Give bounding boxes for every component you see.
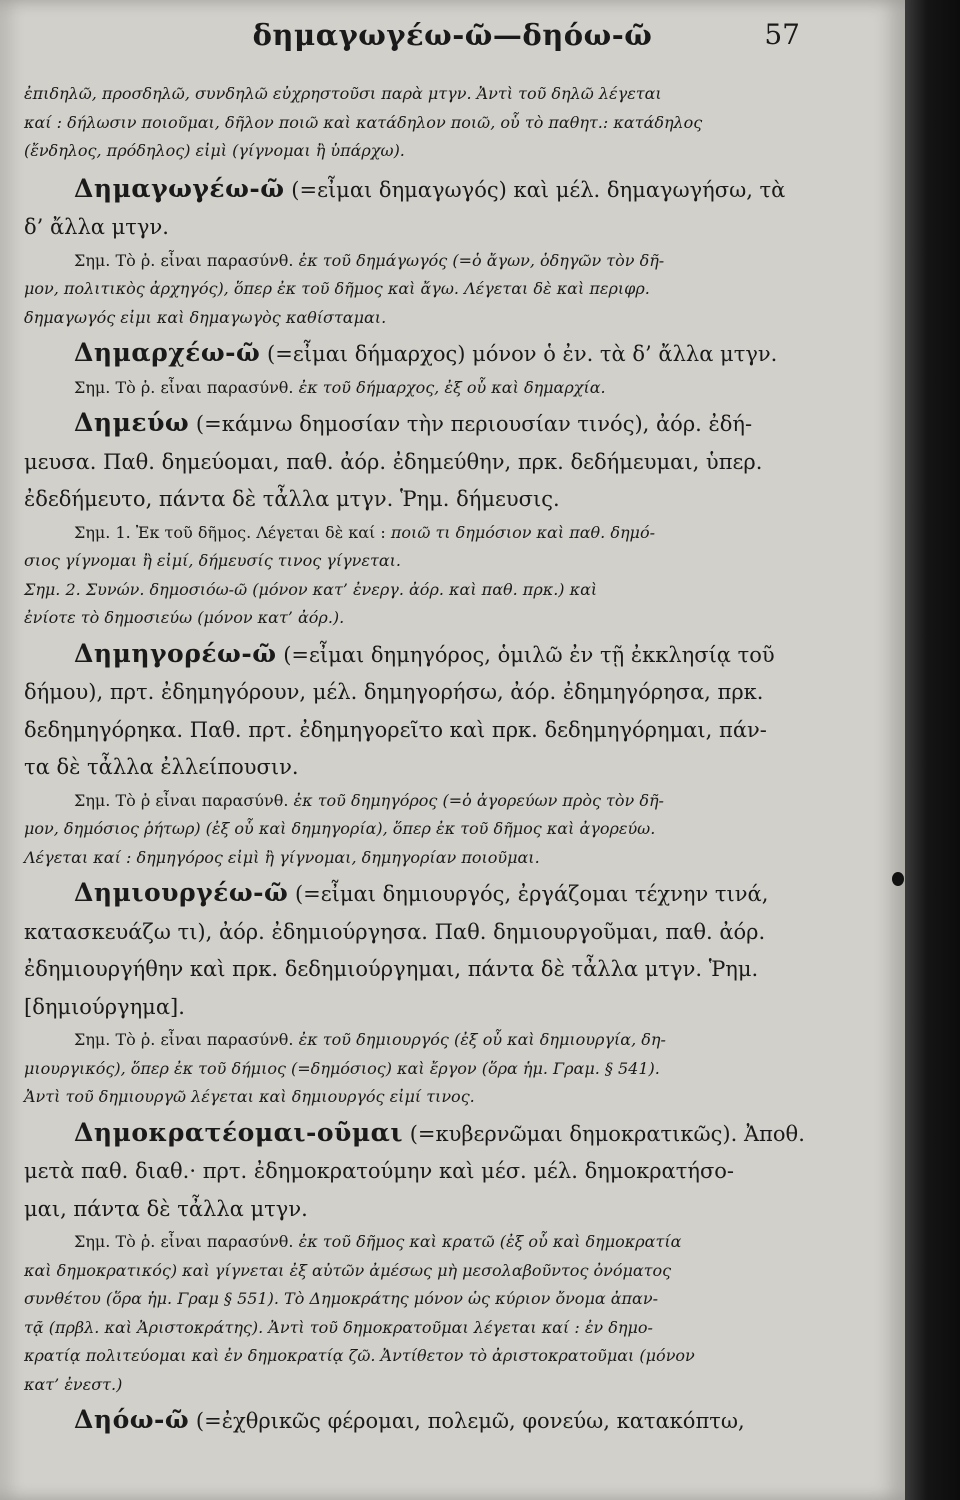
dictionary-entry: [24, 170, 864, 333]
ink-blot: [892, 872, 904, 886]
entry-definition: Δημοκρατέομαι-οῦμαι (=κυβερνῶμαι δημοκρατικῶς). Ἀποθ. μετὰ παθ. διαθ.· πρτ. ἐδημοκρατούμην καὶ μέσ. μέλ. δημοκρατήσο- μαι, πάντα δὲ τἆλλα μτγν.: [24, 1117, 805, 1221]
page-header: [0, 18, 905, 62]
dictionary-entry: [24, 1114, 864, 1400]
entry-note: Σημ. Τὸ ῥ εἶναι παρασύνθ. ἐκ τοῦ δημηγόρος (=ὁ ἀγορεύων πρὸς τὸν δῆ- μον, δημόσιος ῥήτωρ) (ἐξ οὗ καὶ δημηγορία), ὅπερ ἐκ τοῦ δῆμος καὶ ἀγορεύω. Λέγεται καί : δημηγόρος εἰμὶ ἢ γίγνομαι, δημηγορίαν ποιοῦμαι.: [24, 790, 664, 867]
running-head: δημαγωγέω-ῶ—δηόω-ῶ: [252, 18, 653, 52]
entry-lemma: Δημοκρατέομαι-οῦμαι: [74, 1117, 404, 1147]
entry-definition: Δημαγωγέω-ῶ (=εἶμαι δημαγωγός) καὶ μέλ. δημαγωγήσω, τὰ δ’ ἄλλα μτγν.: [24, 173, 786, 239]
intro-line: (ἔνδηλος, πρόδηλος) εἰμὶ (γίγνομαι ἢ ὑπάρχω).: [24, 141, 405, 160]
dictionary-entry: [24, 334, 864, 402]
entry-definition: Δημιουργέω-ῶ (=εἶμαι δημιουργός, ἐργάζομαι τέχνην τινά, κατασκευάζω τι), ἀόρ. ἐδημιούργησα. Παθ. δημιουργοῦμαι, παθ. ἀόρ. ἐδημιουργήθην καὶ πρκ. δεδημιούργημαι, πάντα δὲ τἆλλα μτγν. Ῥημ. [δημιούργημα].: [24, 878, 769, 1019]
note-lead: Σημ. 1. Ἐκ τοῦ δῆμος. Λέγεται δὲ καί :: [74, 522, 386, 542]
page-number: 57: [764, 18, 800, 51]
dictionary-entry: [24, 635, 864, 873]
entry-lemma: Δημεύω: [74, 408, 190, 437]
entry-definition: Δημεύω (=κάμνω δημοσίαν τὴν περιουσίαν τινός), ἀόρ. ἐδή- μευσα. Παθ. δημεύομαι, παθ. ἀόρ. ἐδημεύθην, πρκ. δεδήμευμαι, ὑπερ. ἐδεδήμευτο, πάντα δὲ τἆλλα μτγν. Ῥημ. δήμευσις.: [24, 408, 763, 511]
entry-lemma: Δημαρχέω-ῶ: [74, 338, 261, 367]
page-edge-shadow: [905, 0, 960, 1500]
intro-line: ἐπιδηλῶ, προσδηλῶ, συνδηλῶ εὐχρηστοῦσι παρὰ μτγν. Ἀντὶ τοῦ δηλῶ λέγεται: [24, 84, 662, 103]
entry-note: Σημ. Τὸ ῥ. εἶναι παρασύνθ. ἐκ τοῦ δῆμος καὶ κρατῶ (ἐξ οὗ καὶ δημοκρατία καὶ δημοκρατικός) καὶ γίγνεται ἐξ αὐτῶν ἀμέσως μὴ μεσολαβοῦντος ὀνόματος συνθέτου (ὅρα ἡμ. Γραμ § 551). Τὸ Δημοκράτης μόνον ὡς κύριον ὄνομα ἀπαν- τᾷ (πρβλ. καὶ Ἀριστοκράτης). Ἀντὶ τοῦ δημοκρατοῦμαι λέγεται καί : ἐν δημο- κρατίᾳ πολιτεύομαι καὶ ἐν δημοκρατίᾳ ζῶ. Ἀντίθετον τὸ ἀριστοκρατοῦμαι (μόνον κατ’ ἐνεστ.): [24, 1232, 695, 1394]
entry-lemma: Δημιουργέω-ῶ: [74, 878, 289, 907]
note-lead: Σημ. Τὸ ῥ. εἶναι παρασύνθ.: [74, 377, 294, 397]
entry-note: Σημ. Τὸ ῥ. εἶναι παρασύνθ. ἐκ τοῦ δήμαρχος, ἐξ οὗ καὶ δημαρχία.: [74, 377, 606, 397]
note-lead: Σημ. Τὸ ῥ. εἶναι παρασύνθ.: [74, 1030, 294, 1049]
entry-note: Σημ. Τὸ ῥ. εἶναι παρασύνθ. ἐκ τοῦ δημιουργός (ἐξ οὗ καὶ δημιουργία, δη- μιουργικός), ὅπερ ἐκ τοῦ δήμιος (=δημόσιος) καὶ ἔργον (ὅρα ἡμ. Γραμ. § 541). Ἀντὶ τοῦ δημιουργῶ λέγεται καὶ δημιουργός εἰμί τινος.: [24, 1030, 666, 1106]
dictionary-entry: [24, 1401, 864, 1441]
dictionary-entry: [24, 874, 864, 1112]
entry-note: Σημ. 1. Ἐκ τοῦ δῆμος. Λέγεται δὲ καί : ποιῶ τι δημόσιον καὶ παθ. δημό- σιος γίγνομαι ἢ εἰμί, δήμευσίς τινος γίγνεται. Σημ. 2. Συνών. δημοσιόω-ῶ (μόνον κατ’ ἐνεργ. ἀόρ. καὶ παθ. πρκ.) καὶ ἐνίοτε τὸ δημοσιεύω (μόνον κατ’ ἀόρ.).: [24, 522, 655, 627]
intro-paragraph: [24, 80, 864, 166]
intro-line: καί : δήλωσιν ποιοῦμαι, δῆλον ποιῶ καὶ κατάδηλον ποιῶ, οὗ τὸ παθητ.: κατάδηλος: [24, 112, 703, 132]
note-lead: Σημ. Τὸ ῥ εἶναι παρασύνθ.: [74, 790, 289, 810]
entry-note: Σημ. Τὸ ῥ. εἶναι παρασύνθ. ἐκ τοῦ δημάγωγός (=ὁ ἄγων, ὁδηγῶν τὸν δῆ- μον, πολιτικὸς ἀρχηγός), ὅπερ ἐκ τοῦ δῆμος καὶ ἄγω. Λέγεται δὲ καὶ περιφρ. δημαγωγός εἰμι καὶ δημαγωγὸς καθίσταμαι.: [24, 250, 665, 327]
entry-definition: Δημαρχέω-ῶ (=εἶμαι δήμαρχος) μόνον ὁ ἐν. τὰ δ’ ἄλλα μτγν.: [74, 338, 778, 367]
page-body: [24, 80, 864, 1443]
dictionary-entry: [24, 404, 864, 633]
entry-lemma: Δημαγωγέω-ῶ: [74, 173, 285, 203]
note-lead: Σημ. Τὸ ῥ. εἶναι παρασύνθ.: [74, 250, 294, 270]
entry-definition: Δημηγορέω-ῶ (=εἶμαι δημηγόρος, ὁμιλῶ ἐν τῇ ἐκκλησίᾳ τοῦ δήμου), πρτ. ἐδημηγόρουν, μέλ. δημηγορήσω, ἀόρ. ἐδημηγόρησα, πρκ. δεδημηγόρηκα. Παθ. πρτ. ἐδημηγορεῖτο καὶ πρκ. δεδημηγόρημαι, πάν- τα δὲ τἆλλα ἐλλείπουσιν.: [24, 638, 775, 779]
entry-definition: Δηόω-ῶ (=ἐχθρικῶς φέρομαι, πολεμῶ, φονεύω, κατακόπτω,: [74, 1405, 745, 1434]
entry-lemma: Δηόω-ῶ: [74, 1405, 190, 1434]
entry-lemma: Δημηγορέω-ῶ: [74, 638, 277, 668]
note-lead: Σημ. Τὸ ῥ. εἶναι παρασύνθ.: [74, 1232, 294, 1251]
